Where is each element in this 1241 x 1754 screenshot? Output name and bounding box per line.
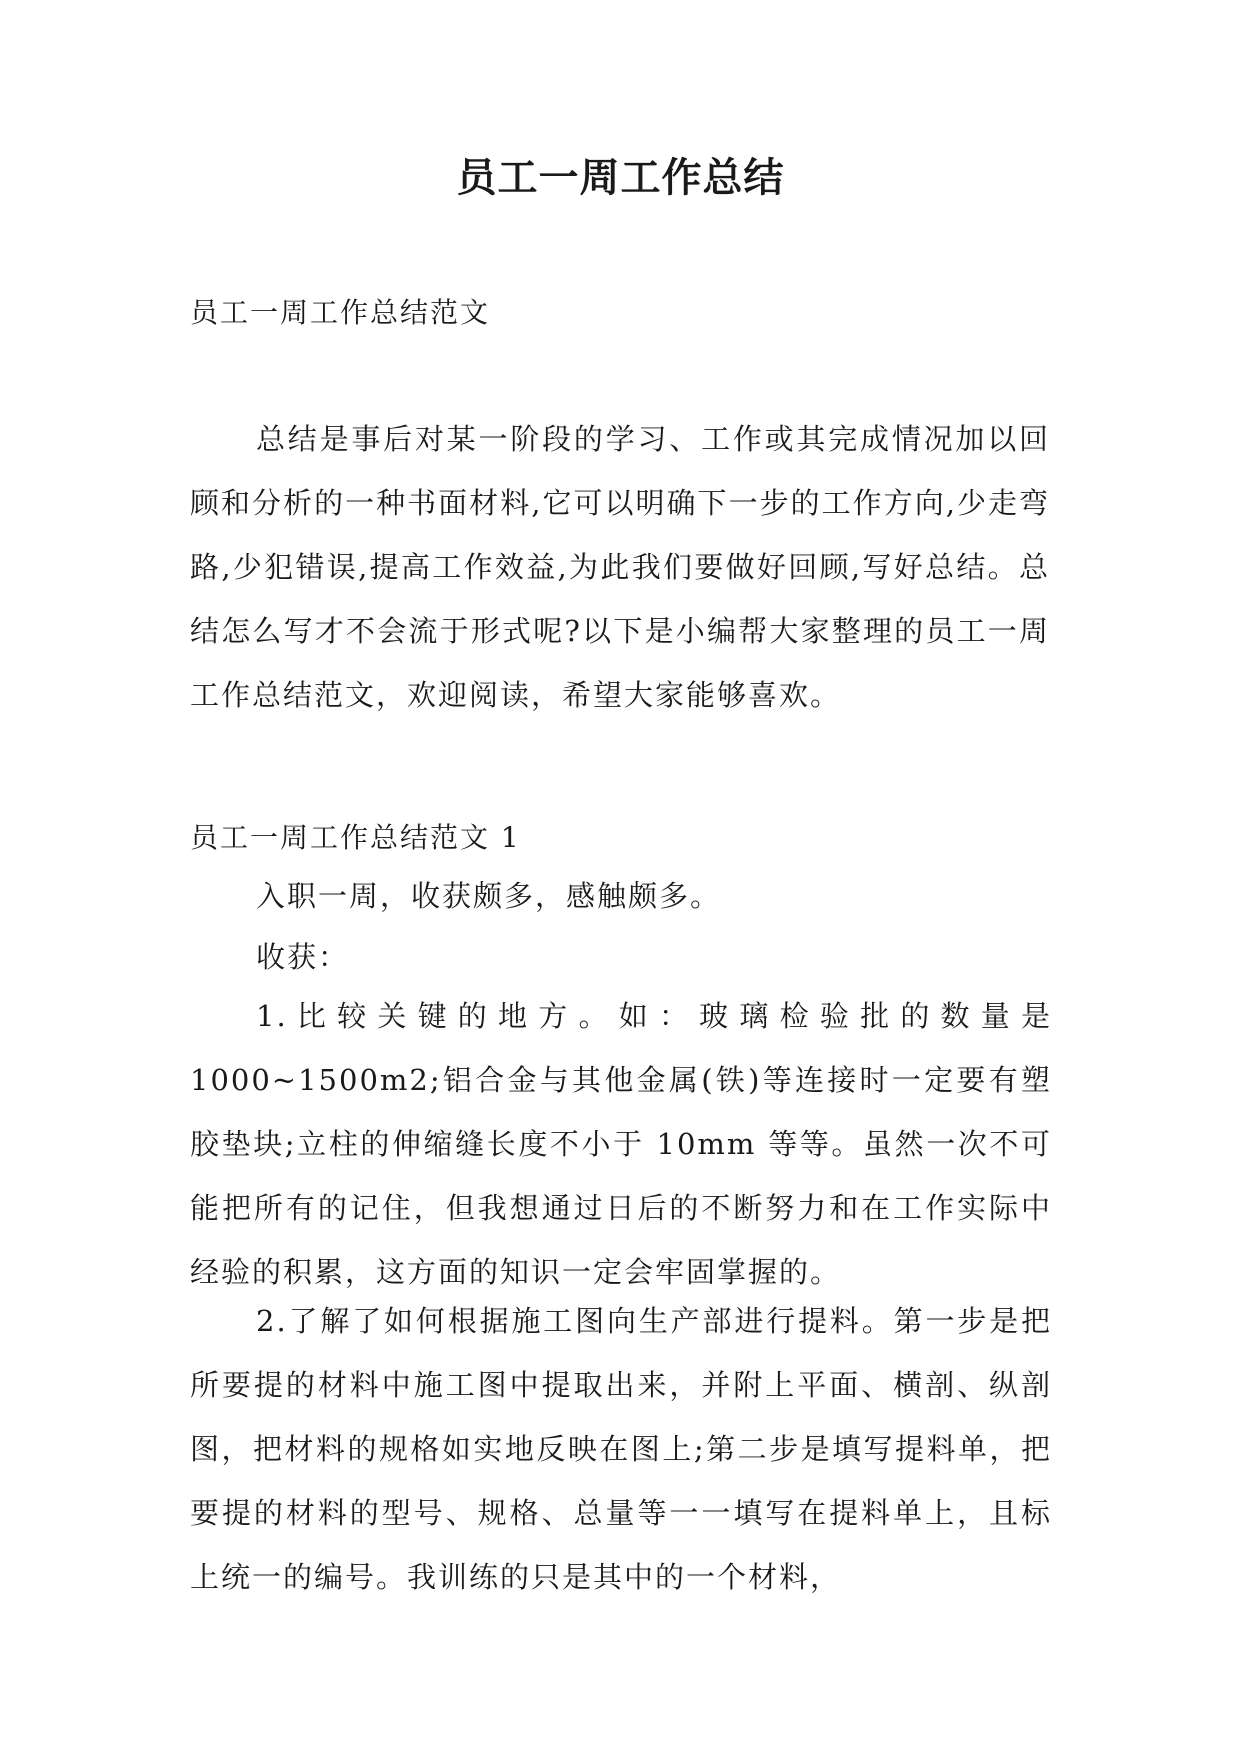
body-line-gains: 收获： bbox=[256, 940, 350, 974]
document-title: 员工一周工作总结 bbox=[456, 155, 785, 201]
body-line-first-week: 入职一周，收获颇多，感触颇多。 bbox=[256, 879, 722, 913]
intro-paragraph: 总结是事后对某一阶段的学习、工作或其完成情况加以回顾和分析的一种书面材料,它可以明确下一步的工作方向,少走弯路,少犯错误,提高工作效益,为此我们要做好回顾,写好总结。总结怎么写才不会流于形式呢?以下是小编帮大家整理的员工一周工作总结范文，欢迎阅读，希望大家能够喜欢。 bbox=[190, 422, 1050, 712]
section-heading: 员工一周工作总结范文 1 bbox=[190, 821, 521, 854]
body-paragraph-2: 2.了解了如何根据施工图向生产部进行提料。第一步是把所要提的材料中施工图中提取出来，并附上平面、横剖、纵剖图，把材料的规格如实地反映在图上;第二步是填写提料单，把要提的材料的型号、规格、总量等一一填写在提料单上，且标上统一的编号。我训练的只是其中的一个材料， bbox=[190, 1304, 1052, 1594]
body-paragraph-1: 1.比较关键的地方。如：玻璃检验批的数量是1000~1500m2;铝合金与其他金属(铁)等连接时一定要有塑胶垫块;立柱的伸缩缝长度不小于 10mm 等等。虽然一次不可能把所有的记住，但我想通过日后的不断努力和在工作实际中经验的积累，这方面的知识一定会牢固掌握的。 bbox=[190, 999, 1052, 1289]
document-subtitle: 员工一周工作总结范文 bbox=[190, 296, 491, 329]
